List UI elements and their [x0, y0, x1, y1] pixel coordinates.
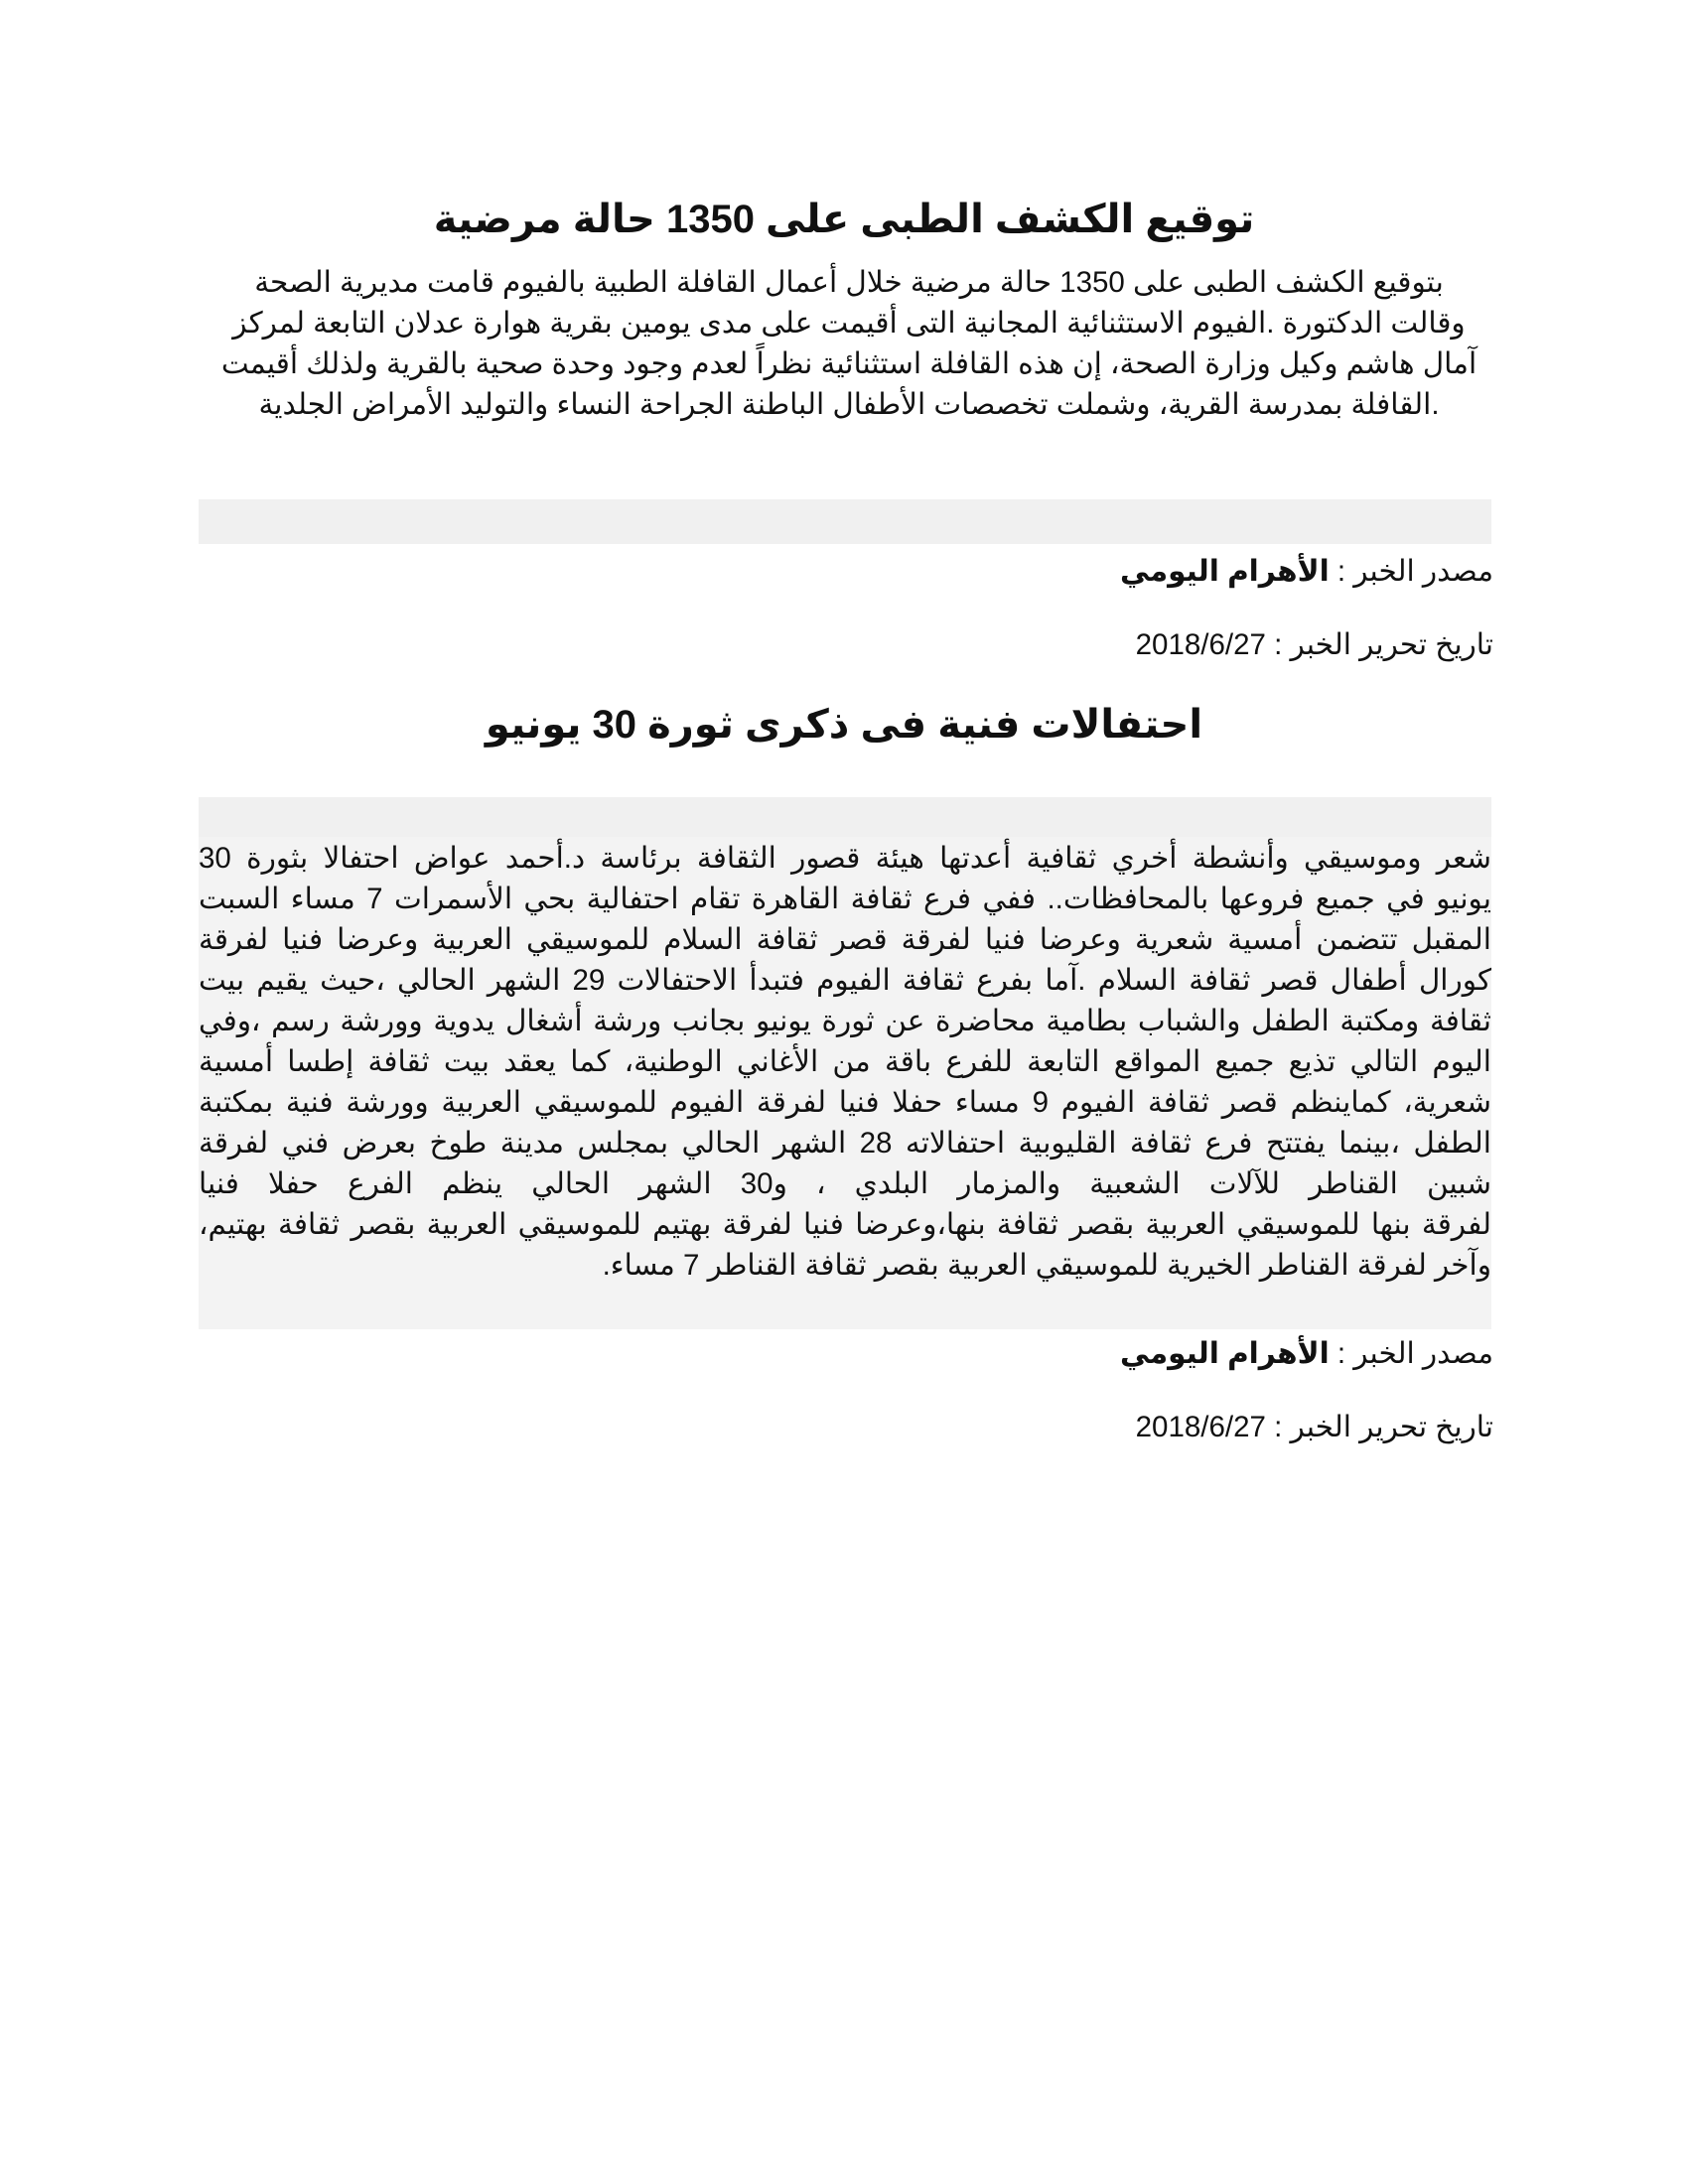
article-2-line: وآخر لفرقة القناطر الخيرية للموسيقي العربية بقصر ثقافة القناطر 7 مساء. — [602, 1249, 1491, 1282]
date-value: 2018/6/27 — [1135, 628, 1266, 661]
article-2-line: شعرية، كماينظم قصر ثقافة الفيوم 9 مساء حفلا فنيا لفرقة الفيوم للموسيقي العربية وورشة فنية بمكتبة — [199, 1086, 1491, 1119]
article-1-line: .القافلة بمدرسة القرية، وشملت تخصصات الأطفال الباطنة الجراحة النساء والتوليد الأمراض الجلدية — [258, 388, 1440, 421]
article-2-line: اليوم التالي تذيع جميع المواقع التابعة للفرع باقة من الأغاني الوطنية، كما يعقد بيت ثقافة إطسا أمسية — [199, 1045, 1491, 1078]
article-2-body — [199, 838, 1491, 1286]
article-2-source — [1120, 1336, 1493, 1371]
source-label: مصدر الخبر : — [1329, 555, 1493, 588]
article-1-source — [1120, 554, 1493, 589]
source-value: الأهرام اليومي — [1120, 555, 1330, 588]
article-1-line: آمال هاشم وكيل وزارة الصحة، إن هذه القافلة استثنائية نظراً لعدم وجود وحدة صحية بالقرية ولذلك أقيمت — [220, 347, 1477, 380]
shaded-band — [199, 797, 1491, 837]
source-label: مصدر الخبر : — [1329, 1337, 1493, 1370]
article-2-title: احتفالات فنية فى ذكرى ثورة 30 يونيو — [485, 703, 1203, 747]
article-2-date — [1136, 1410, 1493, 1444]
date-value: 2018/6/27 — [1135, 1411, 1266, 1443]
article-2-line: يونيو في جميع فروعها بالمحافظات.. ففي فرع ثقافة القاهرة تقام احتفالية بحي الأسمرات 7 مساء السبت — [199, 883, 1491, 915]
article-2-line: الطفل ،بينما يفتتح فرع ثقافة القليوبية احتفالاته 28 الشهر الحالي بمجلس مدينة طوخ بعرض فني لفرقة — [199, 1127, 1491, 1160]
article-2-line: شبين القناطر للآلات الشعبية والمزمار البلدي ، و30 الشهر الحالي ينظم الفرع حفلا فنيا — [199, 1167, 1491, 1200]
article-1-title: توقيع الكشف الطبى على 1350 حالة مرضية — [433, 198, 1255, 241]
date-label: تاريخ تحرير الخبر : — [1265, 628, 1493, 661]
article-2-line: ثقافة ومكتبة الطفل والشباب بطامية محاضرة عن ثورة يونيو بجانب ورشة أشغال يدوية وورشة رسم ،وفي — [199, 1005, 1491, 1037]
date-label: تاريخ تحرير الخبر : — [1265, 1411, 1493, 1443]
source-value: الأهرام اليومي — [1120, 1337, 1330, 1370]
article-2-line: لفرقة بنها للموسيقي العربية بقصر ثقافة بنها،وعرضا فنيا لفرقة بهتيم للموسيقي العربية بقصر ثقافة بهتيم، — [199, 1208, 1491, 1241]
article-1-line: بتوقيع الكشف الطبى على 1350 حالة مرضية خلال أعمال القافلة الطبية بالفيوم قامت مديرية الصحة — [254, 266, 1444, 299]
article-1-body — [209, 262, 1489, 425]
article-1-date — [1136, 627, 1493, 662]
article-1-line: وقالت الدكتورة .الفيوم الاستثنائية المجانية التى أقيمت على مدى يومين بقرية هوارة عدلان التابعة لمركز — [232, 307, 1466, 340]
article-2-line: شعر وموسيقي وأنشطة أخري ثقافية أعدتها هيئة قصور الثقافة برئاسة د.أحمد عواض احتفالا بثورة 30 — [199, 842, 1491, 875]
article-2-line: المقبل تتضمن أمسية شعرية وعرضا فنيا لفرقة قصر ثقافة السلام للموسيقي العربية وعرضا فنيا لفرقة — [199, 923, 1491, 956]
shaded-band — [199, 499, 1491, 544]
article-2-line: كورال أطفال قصر ثقافة السلام .آما بفرع ثقافة الفيوم فتبدأ الاحتفالات 29 الشهر الحالي ،حيث يقيم بيت — [199, 964, 1492, 997]
